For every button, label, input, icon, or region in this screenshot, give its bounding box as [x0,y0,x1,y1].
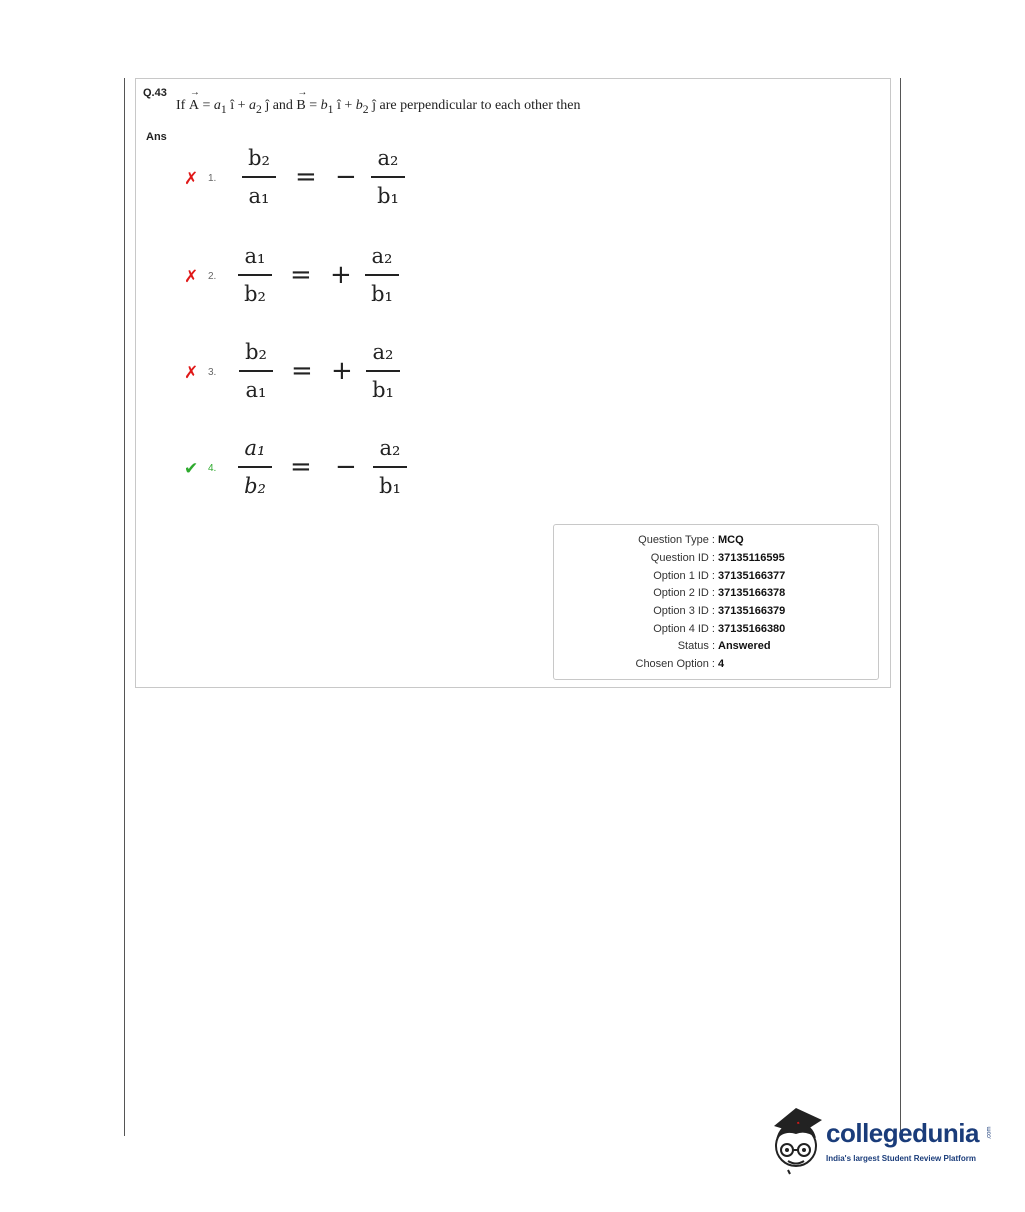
rhs-numerator: a₂ [371,244,393,268]
lhs-fraction [238,244,272,306]
meta-key: Option 2 ID : [653,587,715,599]
cross-icon: ✗ [184,267,199,286]
vector-a: → A [189,98,199,114]
equals-sign: = [198,98,214,113]
meta-key: Question Type : [638,534,715,546]
meta-value: 37135166379 [718,605,786,617]
question-meta-panel [553,524,879,680]
meta-row-question-id [554,552,878,570]
lhs-denominator: b₂ [244,474,266,498]
fraction-bar [365,274,399,276]
meta-row-option-3-id [554,605,878,623]
sign: − [335,162,357,192]
collegedunia-logo [766,1104,996,1176]
left-margin-rule [124,78,125,1136]
cross-icon: ✗ [184,363,199,382]
meta-row-option-1-id [554,570,878,588]
option-number: 4. [208,463,217,474]
option-2[interactable] [180,238,420,318]
lhs-fraction [242,146,276,208]
and-word: and [269,98,297,113]
question-text-suffix: are perpendicular to each other then [376,98,581,113]
lhs-fraction [239,340,273,402]
lhs-denominator: b₂ [244,282,266,306]
option-3[interactable] [180,334,420,414]
meta-key: Chosen Option : [635,658,715,670]
option-number: 1. [208,173,217,184]
meta-value: MCQ [718,534,744,546]
rhs-numerator: a₂ [372,340,394,364]
answer-label: Ans [146,131,167,143]
option-4[interactable] [180,430,420,510]
j-hat: ĵ [261,98,270,113]
sign: + [331,356,353,386]
meta-key: Question ID : [650,552,715,564]
meta-key: Status : [677,640,715,652]
lhs-denominator: a₁ [245,378,267,402]
sign: − [335,452,357,482]
fraction-bar [366,370,400,372]
rhs-denominator: b₁ [379,474,401,498]
i-hat: î + [226,98,249,113]
lhs-denominator: a₁ [248,184,270,208]
meta-value: 37135166378 [718,587,786,599]
meta-value: 4 [718,658,725,670]
rhs-fraction [365,244,399,306]
meta-value: 37135166380 [718,623,786,635]
meta-row-question-type [554,534,878,552]
option-number: 3. [208,367,217,378]
fraction-bar [371,176,405,178]
logo-wordmark: collegedunia [826,1118,979,1148]
b2-subscript: 2 [362,102,369,116]
cross-icon: ✗ [184,169,199,188]
fraction-bar [238,274,272,276]
lhs-fraction [238,436,272,498]
option-1[interactable] [180,140,420,220]
vector-b: → B [296,98,305,114]
logo-tagline: India's largest Student Review Platform [826,1154,976,1163]
question-text-prefix: If [176,98,189,113]
a1-subscript: 1 [220,102,227,116]
rhs-fraction [366,340,400,402]
equals-sign: = [290,260,312,290]
fraction-bar [242,176,276,178]
meta-key: Option 4 ID : [653,623,715,635]
meta-row-status [554,640,878,658]
check-icon: ✔ [184,459,199,478]
meta-value: 37135166377 [718,570,786,582]
meta-row-chosen-option [554,658,878,676]
lhs-numerator: b₂ [248,146,270,170]
meta-key: Option 1 ID : [653,570,715,582]
equals-sign: = [290,452,312,482]
a1-symbol: a [213,98,221,113]
meta-row-option-4-id [554,623,878,641]
fraction-bar [239,370,273,372]
lhs-numerator: b₂ [245,340,267,364]
a2-subscript: 2 [255,102,262,116]
b1-symbol: b [320,98,328,113]
logo-tld: .com [986,1126,993,1140]
right-margin-rule [900,78,901,1138]
equals-sign: = [291,356,313,386]
b2-symbol: b [355,98,363,113]
fraction-bar [238,466,272,468]
rhs-fraction [371,146,405,208]
question-text [176,98,580,116]
meta-row-option-2-id [554,587,878,605]
a2-symbol: a [248,98,256,113]
mascot-icon [766,1104,826,1176]
lhs-numerator: a₁ [244,244,266,268]
meta-value: Answered [718,640,771,652]
meta-value: 37135116595 [718,552,785,564]
meta-key: Option 3 ID : [653,605,715,617]
question-number: Q.43 [143,87,167,99]
lhs-numerator: a₁ [244,436,266,460]
j-hat-2: ĵ [368,98,377,113]
sign: + [330,260,352,290]
b1-subscript: 1 [327,102,334,116]
rhs-fraction [373,436,407,498]
equals-sign: = [295,162,317,192]
fraction-bar [373,466,407,468]
rhs-denominator: b₁ [372,378,394,402]
option-number: 2. [208,271,217,282]
rhs-numerator: a₂ [377,146,399,170]
rhs-denominator: b₁ [371,282,393,306]
equals-sign-2: = [305,98,321,113]
rhs-numerator: a₂ [379,436,401,460]
i-hat-2: î + [333,98,356,113]
rhs-denominator: b₁ [377,184,399,208]
